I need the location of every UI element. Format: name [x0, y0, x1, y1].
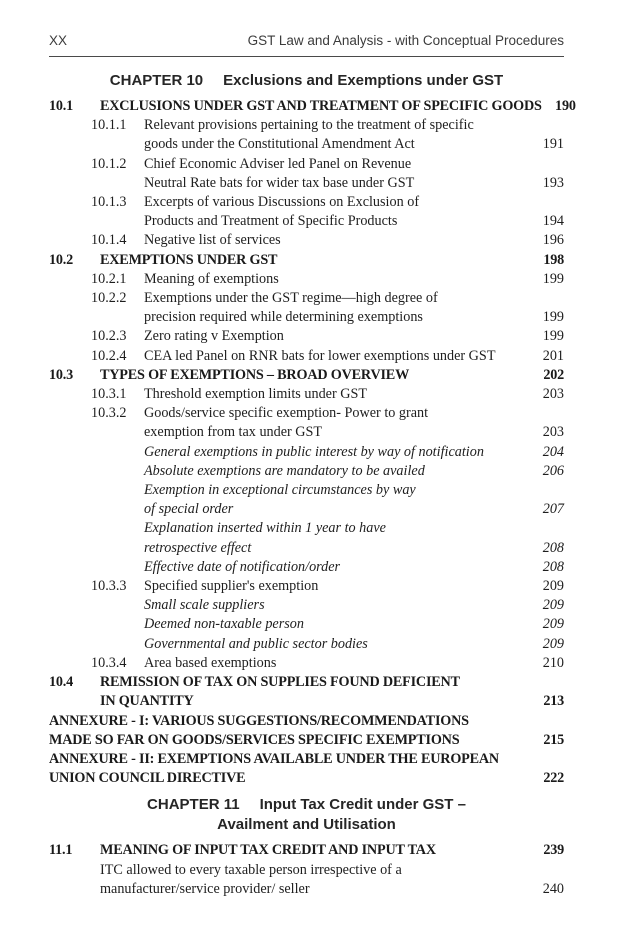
- toc-row: [49, 231, 564, 250]
- toc-row: [49, 212, 564, 231]
- toc-page-number: 193: [542, 174, 564, 191]
- toc-row: [49, 423, 564, 442]
- toc-entry-text: Deemed non-taxable person: [144, 616, 304, 633]
- toc-row: [49, 97, 576, 116]
- toc-page-number: 191: [542, 136, 564, 153]
- toc-entry-number: 10.2.2: [91, 290, 127, 307]
- toc-entry-text: goods under the Constitutional Amendment Act: [144, 136, 415, 153]
- toc-entry-text: Specified supplier's exemption: [144, 578, 319, 595]
- chapter-title: Input Tax Credit under GST –: [259, 796, 466, 814]
- toc-entry-text: precision required while determining exemptions: [144, 309, 423, 326]
- toc-row: [49, 366, 564, 385]
- toc-entry-number: 10.3.2: [91, 405, 127, 422]
- toc-page-number: 198: [543, 251, 564, 268]
- toc-entry-text: Explanation inserted within 1 year to have: [144, 520, 386, 537]
- toc-entry-text: Area based exemptions: [144, 654, 277, 671]
- toc-row: [49, 750, 564, 769]
- toc-row: [49, 308, 564, 327]
- toc-entry-text: Excerpts of various Discussions on Exclusion of: [144, 194, 420, 211]
- toc-row: [49, 841, 564, 860]
- toc-page-number: 204: [542, 443, 564, 460]
- toc-row: [49, 654, 564, 673]
- toc-entry-text: exemption from tax under GST: [144, 424, 323, 441]
- toc-entry-number: 10.2.1: [91, 270, 127, 287]
- toc-row: [49, 712, 564, 731]
- toc-page-number: 208: [542, 539, 564, 556]
- toc-entry-text: ANNEXURE - I: VARIOUS SUGGESTIONS/RECOMMENDATIONS: [49, 712, 469, 729]
- toc-entry-number: 10.4: [49, 674, 74, 691]
- chapter-label: CHAPTER 11: [147, 796, 240, 814]
- toc-entry-number: 10.2.3: [91, 328, 127, 345]
- toc-entry-text: Absolute exemptions are mandatory to be availed: [144, 462, 425, 479]
- toc-row: [49, 596, 564, 615]
- toc-entry-text: Products and Treatment of Specific Products: [144, 213, 398, 230]
- table-of-contents: [49, 64, 576, 899]
- toc-entry-text: MADE SO FAR ON GOODS/SERVICES SPECIFIC EXEMPTIONS: [49, 731, 460, 748]
- toc-entry-number: 10.3.1: [91, 386, 127, 403]
- toc-page-number: 201: [542, 347, 564, 364]
- toc-page-number: 199: [542, 270, 564, 287]
- toc-entry-text: Zero rating v Exemption: [144, 328, 284, 345]
- toc-page-number: 194: [542, 213, 564, 230]
- toc-entry-text: EXEMPTIONS UNDER GST: [100, 251, 278, 268]
- toc-entry-text: Negative list of services: [144, 232, 281, 249]
- toc-page-number: 199: [542, 328, 564, 345]
- toc-page-number: 209: [542, 616, 564, 633]
- toc-row: [49, 731, 564, 750]
- toc-page-number: 199: [542, 309, 564, 326]
- toc-row: [49, 443, 564, 462]
- chapter-heading: [49, 71, 564, 91]
- toc-entry-number: 10.1: [49, 98, 74, 114]
- toc-page-number: 196: [542, 232, 564, 249]
- toc-entry-text: ITC allowed to every taxable person irrespective of a: [100, 861, 402, 878]
- toc-row: [49, 347, 564, 366]
- toc-row: [49, 251, 564, 270]
- toc-entry-text: of special order: [144, 501, 234, 518]
- toc-row: [49, 519, 564, 538]
- toc-page-number: 209: [542, 635, 564, 652]
- toc-page-number: 209: [542, 597, 564, 614]
- toc-entry-text: General exemptions in public interest by way of notification: [144, 443, 484, 460]
- toc-entry-text: REMISSION OF TAX ON SUPPLIES FOUND DEFICIENT: [100, 674, 460, 691]
- running-title: GST Law and Analysis - with Conceptual Procedures: [247, 33, 564, 48]
- toc-row: [49, 577, 564, 596]
- header-rule: [49, 56, 564, 57]
- toc-page-number: 222: [543, 770, 564, 787]
- toc-entry-number: 10.3.4: [91, 654, 127, 671]
- chapter-heading-line: [49, 795, 564, 815]
- toc-page-number: 202: [543, 366, 564, 383]
- toc-page-number: 215: [543, 731, 564, 748]
- toc-entry-number: 10.2: [49, 251, 74, 268]
- toc-row: [49, 861, 564, 880]
- toc-row: [49, 327, 564, 346]
- toc-entry-text: Chief Economic Adviser led Panel on Revenue: [144, 155, 412, 172]
- toc-page-number: 203: [542, 424, 564, 441]
- toc-row: [49, 558, 564, 577]
- toc-row: [49, 500, 564, 519]
- toc-page-number: 207: [542, 501, 564, 518]
- toc-row: [49, 462, 564, 481]
- chapter-label: CHAPTER 10: [109, 72, 204, 89]
- toc-row: [49, 692, 564, 711]
- toc-entry-text: EXCLUSIONS UNDER GST AND TREATMENT OF SPECIFIC GOODS: [100, 98, 542, 114]
- toc-entry-text: UNION COUNCIL DIRECTIVE: [49, 770, 246, 787]
- toc-row: [49, 673, 564, 692]
- toc-entry-text: Effective date of notification/order: [144, 558, 341, 575]
- toc-entry-text: manufacturer/service provider/ seller: [100, 880, 310, 897]
- toc-row: [49, 193, 564, 212]
- toc-row: [49, 539, 564, 558]
- chapter-title: Exclusions and Exemptions under GST: [223, 72, 504, 89]
- toc-entry-number: 10.1.4: [91, 232, 127, 249]
- toc-entry-text: Exemption in exceptional circumstances by way: [144, 482, 416, 499]
- toc-entry-text: Meaning of exemptions: [144, 270, 279, 287]
- toc-row: [49, 116, 564, 135]
- toc-entry-text: Goods/service specific exemption- Power to grant: [144, 405, 429, 422]
- toc-entry-text: Relevant provisions pertaining to the treatment of specific: [144, 117, 474, 134]
- toc-entry-text: Governmental and public sector bodies: [144, 635, 368, 652]
- toc-entry-text: MEANING OF INPUT TAX CREDIT AND INPUT TAX: [100, 842, 436, 859]
- toc-entry-number: 10.2.4: [91, 347, 127, 364]
- toc-page-number: 213: [543, 693, 564, 710]
- toc-row: [49, 615, 564, 634]
- toc-entry-number: 10.3.3: [91, 578, 127, 595]
- toc-entry-text: IN QUANTITY: [100, 693, 194, 710]
- toc-page-number: 239: [543, 842, 564, 859]
- folio-page-number: XX: [49, 33, 68, 48]
- toc-entry-number: 10.1.1: [91, 117, 127, 134]
- toc-row: [49, 289, 564, 308]
- toc-page-number: 210: [542, 654, 564, 671]
- chapter-heading-line: [49, 71, 564, 91]
- toc-entry-text: retrospective effect: [144, 539, 252, 556]
- chapter-heading-line: Availment and Utilisation: [217, 816, 396, 834]
- toc-entry-text: Threshold exemption limits under GST: [144, 386, 368, 403]
- toc-entry-number: 10.3: [49, 366, 74, 383]
- toc-row: [49, 135, 564, 154]
- toc-entry-text: CEA led Panel on RNR bats for lower exemptions under GST: [144, 347, 496, 364]
- toc-page-number: 209: [542, 578, 564, 595]
- toc-entry-text: TYPES OF EXEMPTIONS – BROAD OVERVIEW: [100, 366, 410, 383]
- toc-page-number: 203: [542, 386, 564, 403]
- toc-row: [49, 481, 564, 500]
- toc-entry-text: Small scale suppliers: [144, 597, 265, 614]
- toc-row: [49, 270, 564, 289]
- toc-page-number: 208: [542, 558, 564, 575]
- toc-entry-text: ANNEXURE - II: EXEMPTIONS AVAILABLE UNDER THE EUROPEAN: [49, 750, 499, 767]
- toc-row: [49, 404, 564, 423]
- toc-entry-number: 11.1: [49, 842, 73, 859]
- toc-row: [49, 880, 564, 899]
- toc-entry-number: 10.1.2: [91, 155, 127, 172]
- page-header: [49, 33, 564, 48]
- chapter-heading: [49, 795, 564, 835]
- toc-row: [49, 155, 564, 174]
- toc-page-number: 190: [555, 98, 576, 114]
- toc-entry-text: Exemptions under the GST regime—high degree of: [144, 290, 438, 307]
- toc-row: [49, 769, 564, 788]
- toc-row: [49, 635, 564, 654]
- toc-entry-text: Neutral Rate bats for wider tax base under GST: [144, 174, 415, 191]
- toc-row: [49, 174, 564, 193]
- toc-entry-number: 10.1.3: [91, 194, 127, 211]
- toc-page-number: 206: [542, 462, 564, 479]
- toc-row: [49, 385, 564, 404]
- toc-page-number: 240: [542, 880, 564, 897]
